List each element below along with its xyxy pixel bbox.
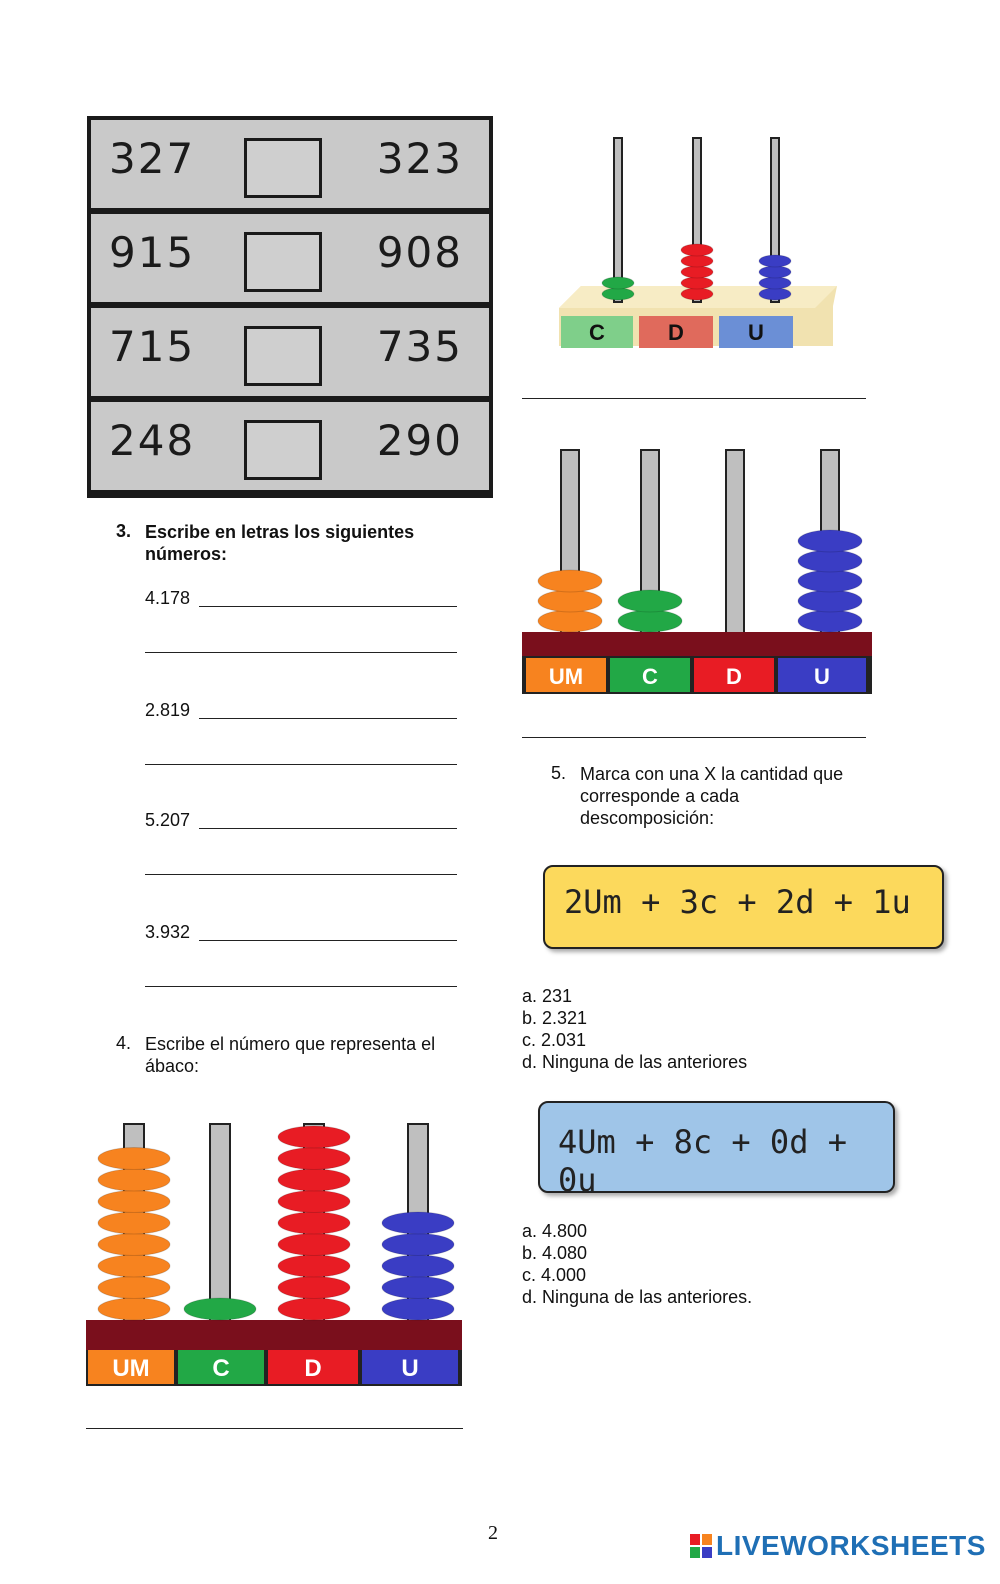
- comparison-right-number: 735: [376, 322, 463, 371]
- comparison-answer-box[interactable]: [244, 232, 322, 292]
- comparison-answer-box[interactable]: [244, 138, 322, 198]
- answer-line[interactable]: [145, 764, 457, 765]
- abacus-bead: [798, 590, 862, 612]
- comparison-answer-box[interactable]: [244, 326, 322, 386]
- abacus-large: [86, 1120, 462, 1388]
- question-5-title-line: corresponde a cada: [580, 786, 740, 806]
- abacus-bead: [98, 1298, 170, 1320]
- abacus-bead: [759, 266, 791, 278]
- comparison-row: [91, 214, 489, 302]
- abacus-bead: [382, 1212, 454, 1234]
- options-list-2: [522, 1220, 752, 1308]
- abacus-rod: [210, 1124, 230, 1322]
- abacus-bead: [618, 610, 682, 632]
- abacus-base: [522, 632, 872, 656]
- abacus-bead: [798, 550, 862, 572]
- question-3-title-line: Escribe en letras los siguientes: [145, 522, 415, 542]
- abacus-bead: [278, 1148, 350, 1170]
- comparison-row: [91, 308, 489, 396]
- comparison-left-number: 327: [109, 134, 196, 183]
- abacus-bead: [382, 1234, 454, 1256]
- abacus-bead: [98, 1148, 170, 1170]
- abacus-rod: [726, 450, 744, 634]
- abacus-label-d: D: [668, 320, 684, 345]
- comparison-table: [87, 116, 493, 498]
- abacus-bead: [618, 590, 682, 612]
- abacus-medium: [522, 446, 872, 694]
- abacus-bead: [681, 244, 713, 256]
- question-4-title-line: Escribe el número que representa el: [145, 1034, 436, 1054]
- number-to-write: 3.932: [145, 922, 191, 942]
- number-to-write: 2.819: [145, 700, 191, 720]
- abacus-label-u: U: [748, 320, 764, 345]
- comparison-left-number: 715: [109, 322, 196, 371]
- abacus-label-um: UM: [112, 1355, 150, 1382]
- option-item[interactable]: c. 4.000: [522, 1265, 587, 1285]
- comparison-left-number: 248: [109, 416, 196, 465]
- answer-line[interactable]: [199, 940, 457, 941]
- abacus-bead: [382, 1255, 454, 1277]
- abacus-bead: [382, 1277, 454, 1299]
- abacus-bead: [538, 610, 602, 632]
- comparison-right-number: 908: [376, 228, 463, 277]
- abacus-bead: [278, 1212, 350, 1234]
- question-3-title-line: números:: [145, 544, 228, 564]
- brand-logo[interactable]: [690, 1530, 986, 1562]
- abacus-small: [555, 136, 837, 354]
- option-item[interactable]: b. 4.080: [522, 1243, 588, 1263]
- abacus-bead: [382, 1298, 454, 1320]
- question-3-number: 3.: [116, 521, 132, 541]
- abacus-base: [86, 1320, 462, 1350]
- abacus-bead: [278, 1277, 350, 1299]
- abacus-label-d: D: [304, 1355, 322, 1382]
- comparison-right-number: 323: [376, 134, 463, 183]
- answer-line[interactable]: [86, 1428, 463, 1429]
- option-item[interactable]: c. 2.031: [522, 1030, 587, 1050]
- abacus-bead: [759, 255, 791, 267]
- question-5-title-line: Marca con una X la cantidad que: [580, 764, 844, 784]
- abacus-bead: [184, 1298, 256, 1320]
- abacus-bead: [759, 277, 791, 289]
- abacus-label-c: C: [589, 320, 605, 345]
- answer-line[interactable]: [522, 398, 866, 399]
- brand-name: LIVEWORKSHEETS: [716, 1530, 986, 1561]
- answer-line[interactable]: [199, 828, 457, 829]
- answer-line[interactable]: [145, 652, 457, 653]
- abacus-bead: [798, 530, 862, 552]
- abacus-label-c: C: [642, 664, 658, 689]
- abacus-bead: [278, 1234, 350, 1256]
- comparison-row: [91, 402, 489, 490]
- formula-box-2: [538, 1101, 895, 1199]
- abacus-bead: [538, 590, 602, 612]
- question-4-number: 4.: [116, 1033, 132, 1053]
- answer-line[interactable]: [145, 874, 457, 875]
- abacus-bead: [98, 1191, 170, 1213]
- comparison-left-number: 915: [109, 228, 196, 277]
- formula-2-text: 4Um + 8c + 0d + 0u: [558, 1123, 847, 1199]
- abacus-label-d: D: [726, 664, 742, 689]
- brand-grid-icon: [690, 1534, 712, 1558]
- abacus-label-c: C: [212, 1355, 230, 1382]
- abacus-bead: [681, 266, 713, 278]
- abacus-bead: [602, 277, 634, 289]
- formula-1-text: 2Um + 3c + 2d + 1u: [564, 883, 911, 921]
- option-item[interactable]: b. 2.321: [522, 1008, 588, 1028]
- abacus-bead: [98, 1255, 170, 1277]
- abacus-label-u: U: [814, 664, 830, 689]
- comparison-right-number: 290: [376, 416, 463, 465]
- option-item[interactable]: d. Ninguna de las anteriores.: [522, 1287, 753, 1307]
- abacus-bead: [98, 1277, 170, 1299]
- abacus-bead: [278, 1169, 350, 1191]
- comparison-answer-box[interactable]: [244, 420, 322, 480]
- abacus-bead: [681, 255, 713, 267]
- abacus-bead: [98, 1234, 170, 1256]
- question-5-title: [580, 763, 843, 829]
- option-item[interactable]: a. 231: [522, 986, 573, 1006]
- answer-line[interactable]: [199, 606, 457, 607]
- abacus-bead: [278, 1191, 350, 1213]
- abacus-bead: [759, 288, 791, 300]
- abacus-bead: [278, 1126, 350, 1148]
- abacus-bead: [538, 570, 602, 592]
- answer-line[interactable]: [199, 718, 457, 719]
- abacus-label-um: UM: [548, 664, 584, 689]
- option-item[interactable]: a. 4.800: [522, 1221, 588, 1241]
- answer-line[interactable]: [522, 737, 866, 738]
- option-item[interactable]: d. Ninguna de las anteriores: [522, 1052, 748, 1072]
- formula-box-1: [543, 865, 944, 949]
- abacus-bead: [602, 288, 634, 300]
- abacus-label-u: U: [401, 1355, 419, 1382]
- question-4-title-line: ábaco:: [145, 1056, 200, 1076]
- abacus-bead: [798, 610, 862, 632]
- abacus-bead: [798, 570, 862, 592]
- abacus-bead: [98, 1212, 170, 1234]
- abacus-bead: [681, 288, 713, 300]
- question-3-title: [145, 521, 414, 565]
- abacus-bead: [278, 1298, 350, 1320]
- comparison-row: [91, 120, 489, 208]
- number-to-write: 5.207: [145, 810, 191, 830]
- page-number: 2: [488, 1522, 498, 1544]
- number-to-write: 4.178: [145, 588, 191, 608]
- question-4-title: [145, 1033, 435, 1077]
- answer-line[interactable]: [145, 986, 457, 987]
- question-5-title-line: descomposición:: [580, 808, 715, 828]
- options-list-1: [522, 985, 747, 1073]
- abacus-bead: [98, 1169, 170, 1191]
- abacus-bead: [681, 277, 713, 289]
- abacus-bead: [278, 1255, 350, 1277]
- question-5-number: 5.: [551, 763, 567, 783]
